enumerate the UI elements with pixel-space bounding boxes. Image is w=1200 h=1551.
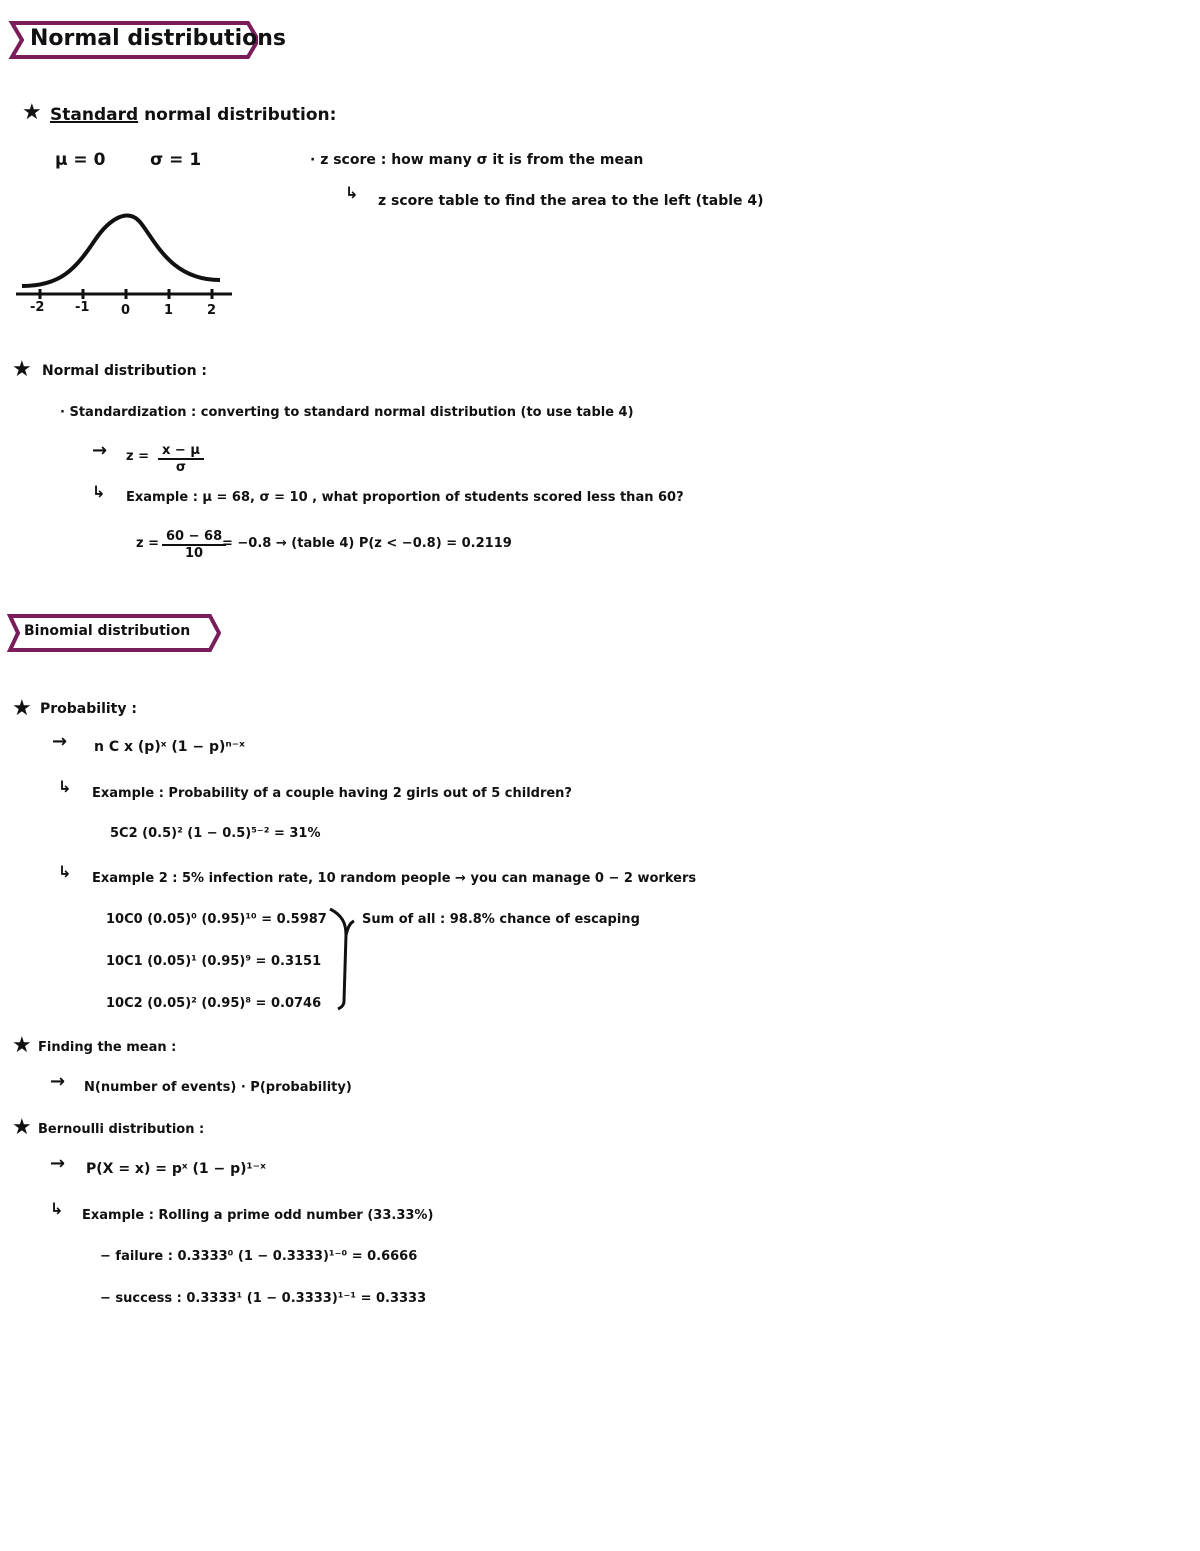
calc-fraction: [162, 529, 226, 561]
normal-heading: Normal distribution :: [42, 363, 208, 379]
binomial-formula: n C x (p)ˣ (1 − p)ⁿ⁻ˣ: [94, 739, 245, 755]
standard-heading: Standard normal distribution:: [50, 105, 337, 125]
probability-heading: Probability :: [40, 701, 137, 717]
section-title: Binomial distribution: [24, 623, 191, 639]
axis-tick-label: -2: [30, 300, 45, 315]
hook-arrow-icon: ↳: [345, 183, 359, 202]
bernoulli-success: − success : 0.3333¹ (1 − 0.3333)¹⁻¹ = 0.3333: [100, 1291, 427, 1306]
bell-curve: [22, 216, 220, 286]
star-icon: ★: [22, 100, 42, 125]
binomial-example-2: Example 2 : 5% infection rate, 10 random people → you can manage 0 − 2 workers: [92, 871, 697, 886]
star-icon: ★: [12, 1115, 32, 1140]
axis-tick-label: -1: [75, 300, 90, 315]
axis-tick-label: 2: [207, 303, 217, 318]
zscore-sub: z score table to find the area to the left (table 4): [378, 193, 764, 209]
calc-lhs: z =: [136, 536, 159, 551]
binomial-row: 10C1 (0.05)¹ (0.95)⁹ = 0.3151: [106, 954, 322, 969]
hook-arrow-icon: ↳: [92, 482, 106, 501]
standardization-line: · Standardization : converting to standard normal distribution (to use table 4): [60, 405, 634, 420]
bernoulli-formula: P(X = x) = pˣ (1 − p)¹⁻ˣ: [86, 1161, 266, 1177]
binomial-example-1: Example : Probability of a couple having 2 girls out of 5 children?: [92, 786, 572, 801]
binomial-row: 10C2 (0.05)² (0.95)⁸ = 0.0746: [106, 996, 322, 1011]
section-title: Normal distributions: [30, 26, 286, 51]
hook-arrow-icon: ↳: [50, 1199, 64, 1218]
normal-example: Example : μ = 68, σ = 10 , what proportion of students scored less than 60?: [126, 490, 684, 505]
star-icon: ★: [12, 1033, 32, 1058]
arrow-icon: →: [92, 440, 108, 461]
binomial-example-1-calc: 5C2 (0.5)² (1 − 0.5)⁵⁻² = 31%: [110, 826, 321, 841]
arrow-icon: →: [50, 1153, 66, 1174]
fraction-denominator: σ: [175, 460, 187, 475]
binomial-row: 10C0 (0.05)⁰ (0.95)¹⁰ = 0.5987: [106, 912, 327, 927]
bernoulli-heading: Bernoulli distribution :: [38, 1122, 205, 1137]
bernoulli-example: Example : Rolling a prime odd number (33.33%): [82, 1208, 434, 1223]
calc-result: = −0.8 → (table 4) P(z < −0.8) = 0.2119: [222, 536, 512, 551]
hook-arrow-icon: ↳: [58, 777, 72, 796]
star-icon: ★: [12, 357, 32, 382]
axis-tick-label: 0: [121, 303, 131, 318]
formula-lhs: z =: [126, 449, 149, 464]
star-icon: ★: [12, 696, 32, 721]
zscore-line: · z score : how many σ it is from the mean: [310, 152, 644, 168]
curly-brace: [322, 905, 358, 1015]
mu-label: μ = 0: [55, 150, 106, 170]
axis-tick-label: 1: [164, 303, 174, 318]
arrow-icon: →: [52, 731, 68, 752]
z-formula-fraction: [158, 443, 204, 475]
normal-distributions-banner: [8, 20, 286, 56]
arrow-icon: →: [50, 1071, 66, 1092]
hook-arrow-icon: ↳: [58, 862, 72, 881]
mean-heading: Finding the mean :: [38, 1040, 177, 1055]
bernoulli-failure: − failure : 0.3333⁰ (1 − 0.3333)¹⁻⁰ = 0.6666: [100, 1249, 418, 1264]
fraction-denominator: 10: [185, 546, 204, 561]
fraction-numerator: x − μ: [158, 443, 204, 460]
mean-formula: N(number of events) · P(probability): [84, 1080, 352, 1095]
fraction-numerator: 60 − 68: [162, 529, 226, 546]
sigma-label: σ = 1: [150, 150, 202, 170]
brace-note: Sum of all : 98.8% chance of escaping: [362, 912, 640, 927]
binomial-distribution-banner: [6, 613, 221, 649]
